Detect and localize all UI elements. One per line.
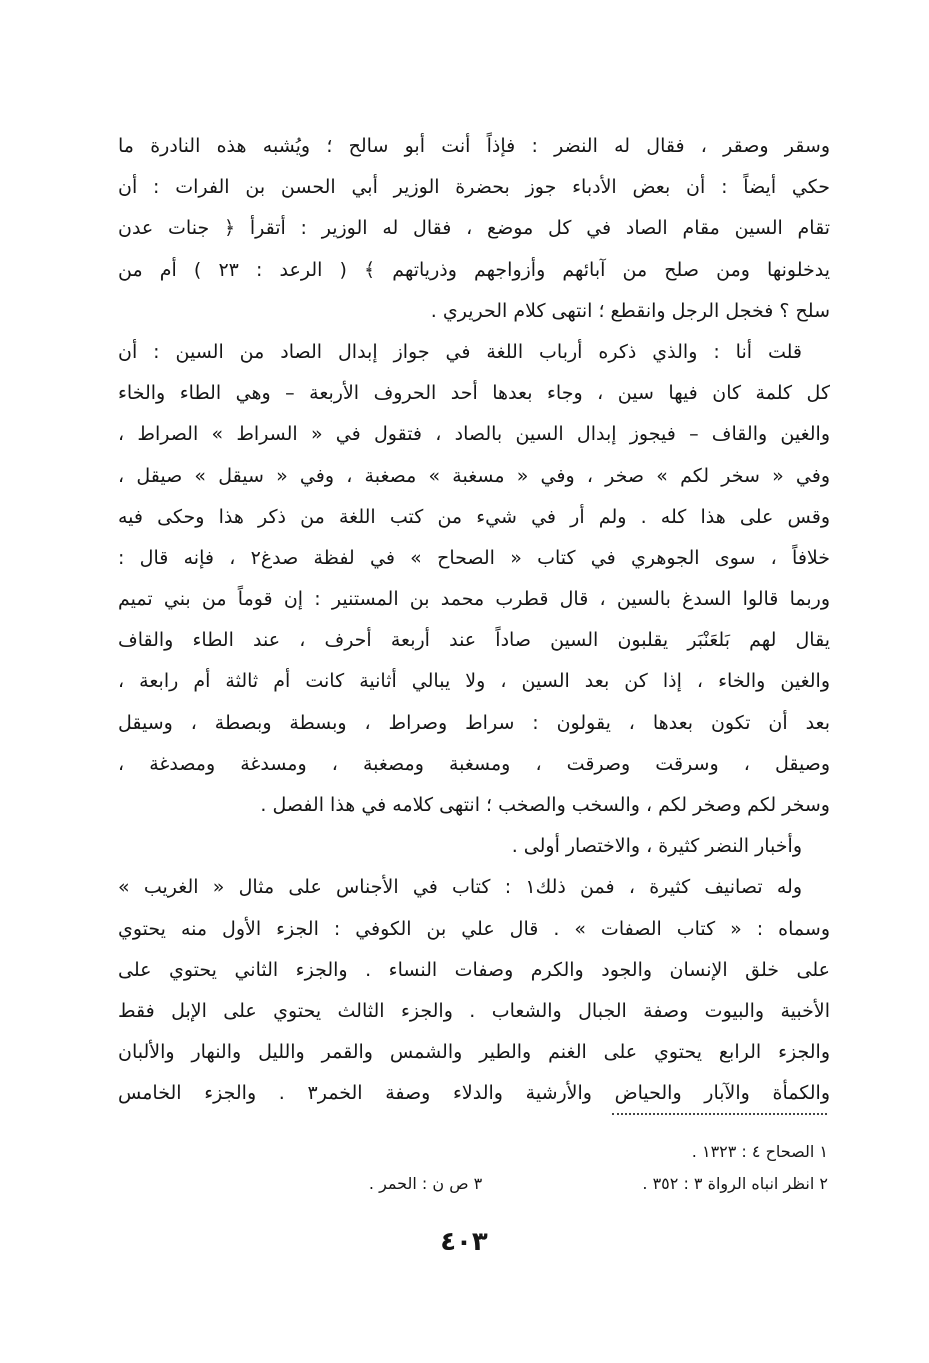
footnote-2-text: ٢ انظر انباه الرواة ٣ : ٣٥٢ . <box>642 1174 828 1193</box>
text-line: والغين والخاء ، إذا كن بعد السين ، ولا يبالي أثانية كانت أم ثالثة أم رابعة ، <box>118 670 830 693</box>
text-line: وصيقل ، وسرقت وصرقت ، ومسغبة ومصغبة ، ومسدغة ومصدغة ، <box>118 752 830 775</box>
paragraph-first-line: قلت أنا : والذي ذكره أرباب اللغة في جواز إبدال الصاد من السين : أن <box>118 340 802 363</box>
footnote-1-text: ١ الصحاح ٤ : ١٣٢٣ . <box>691 1142 828 1161</box>
text-line: والجزء الرابع يحتوي على الغنم والطير والشمس والقمر والليل والنهار والألبان <box>118 1041 830 1064</box>
text-line: على خلق الإنسان والجود والكرم وصفات النساء . والجزء الثاني يحتوي على <box>118 958 830 981</box>
paragraph-first-line: وأخبار النضر كثيرة ، والاختصار أولى . <box>511 835 802 858</box>
paragraph-first-line: وله تصانيف كثيرة ، فمن ذلك١ : كتاب في الأجناس على مثال « الغريب » <box>118 876 803 899</box>
text-line: وفي « سخر لكم » صخر ، وفي « مسغبة » مصغبة ، وفي « سيقل » صيقل ، <box>118 464 830 487</box>
text-line: الأخبية والبيوت وصفة الجبال والشعاب . والجزء الثالث يحتوي على الإبل فقط <box>118 999 830 1022</box>
footnote-1 <box>118 1136 828 1168</box>
text-line: والغين والقاف – فيجوز إبدال السين بالصاد ، فتقول في « السراط » الصراط ، <box>118 423 830 446</box>
text-line: وسماه : « كتاب الصفات » . قال علي بن الكوفي : الجزء الأول منه يحتوي <box>118 917 830 940</box>
text-line: تقام السين مقام الصاد في كل موضع ، فقال له الوزير : أتقرأ ﴿ جنات عدن <box>118 217 830 240</box>
text-line: بعد أن تكون بعدها ، يقولون : سراط وصراط ، وبسطة وبصطة ، وسيقل <box>118 711 830 734</box>
text-line: حكي أيضاً : أن بعض الأدباء جوز بحضرة الوزير أبي الحسن بن الفرات : أن <box>118 176 830 199</box>
footnote-separator <box>612 1113 827 1115</box>
page-number: ٤٠٣ <box>440 1227 488 1257</box>
text-line: كل كلمة كان فيها سين ، وجاء بعدها أحد الحروف الأربعة – وهي الطاء والخاء <box>118 382 830 405</box>
footnote-row-2 <box>118 1168 828 1200</box>
footnote-3-text: ٣ ص ن : الحمر . <box>368 1174 483 1193</box>
text-line: وربما قالوا السدغ بالسين ، قال قطرب محمد بن المستنير : إن قوماً من بني تميم <box>118 588 830 611</box>
text-line: يقال لهم بَلعَنْبَر يقلبون السين صاداً عند أربعة أحرف ، عند الطاء والقاف <box>118 629 830 652</box>
text-line: وسخر لكم وصخر لكم ، والسخب والصخب ؛ انتهى كلامه في هذا الفصل . <box>260 794 830 816</box>
text-line: خلافاً ، سوى الجوهري في كتاب « الصحاح » في لفظة صدغ٢ ، فإنه قال : <box>118 546 830 569</box>
text-line: سلح ؟ فخجل الرجل وانقطع ؛ انتهى كلام الحريري . <box>430 299 830 322</box>
text-line: وقس على هذا كله . ولم أر في شيء من كتب اللغة من ذكر هذا وحكى فيه <box>118 505 830 528</box>
footnotes <box>118 1136 828 1200</box>
main-text-block <box>118 126 830 1115</box>
text-line: والكمأة والآبار والحياض والأرشية والدلاء وصفة الخمر٣ . والجزء الخامس <box>118 1082 830 1105</box>
text-line: يدخلونها ومن صلح من آبائهم وأزواجهم وذرياتهم ﴾ ( الرعد : ٢٣ ) أم من <box>118 258 830 281</box>
text-line: وسقر وصقر ، فقال له النضر : فإذاً أنت أبو سالح ؛ ويُشبه هذه النادرة ما <box>118 135 830 157</box>
